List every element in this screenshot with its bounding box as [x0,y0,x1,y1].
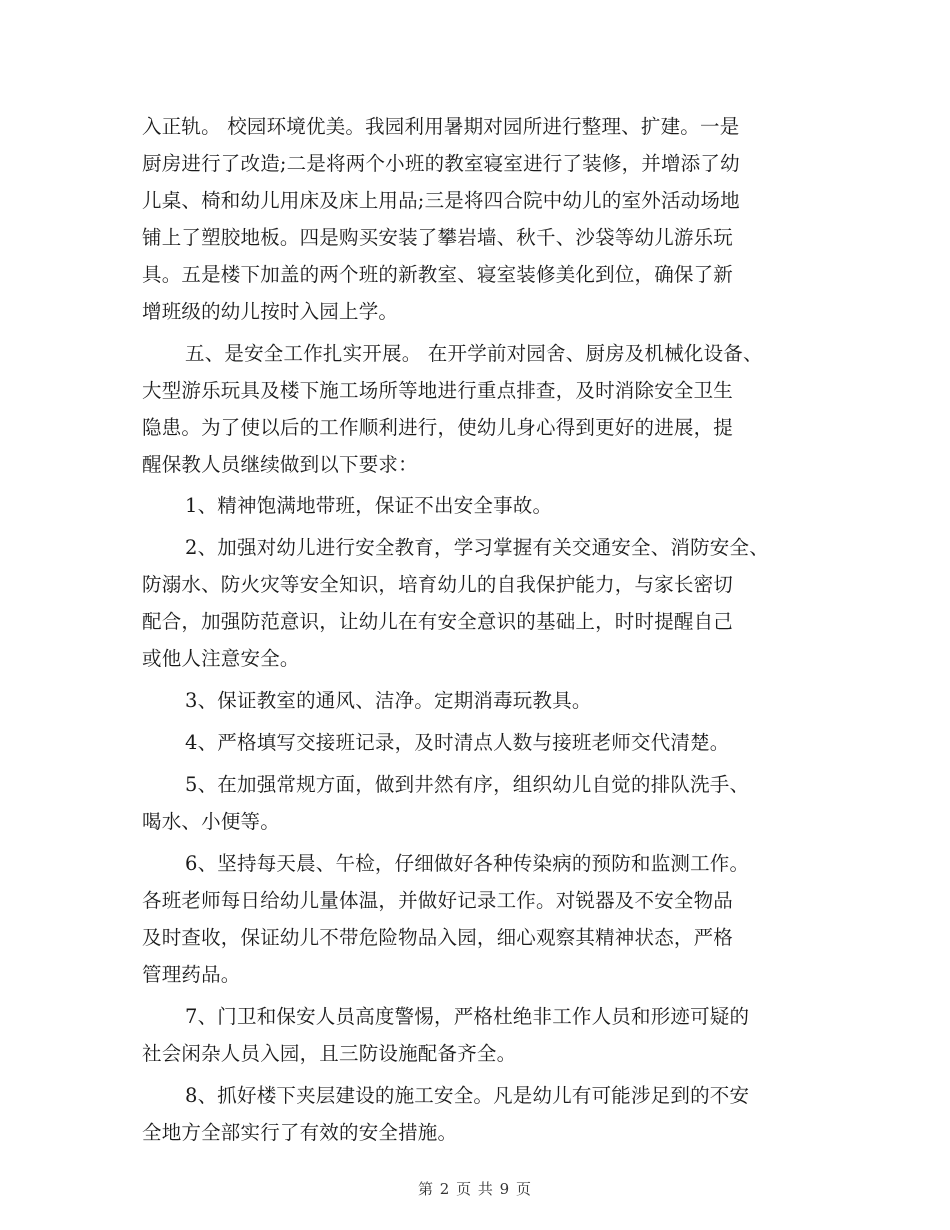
text-line: 隐患。为了使以后的工作顺利进行，使幼儿身心得到更好的进展，提 [142,416,734,439]
list-item-line: 7、门卫和保安人员高度警惕，严格杜绝非工作人员和形迹可疑的 [185,1005,750,1028]
list-item-line: 3、保证教室的通风、洁净。定期消毒玩教具。 [185,689,592,712]
list-item-line: 5、在加强常规方面，做到井然有序，组织幼儿自觉的排队洗手、 [185,773,750,796]
list-item-line: 8、抓好楼下夹层建设的施工安全。凡是幼儿有可能涉足到的不安 [185,1084,750,1107]
text-line: 入正轨。 校园环境优美。我园利用暑期对园所进行整理、扩建。一是 [142,115,740,138]
text-line: 配合，加强防范意识，让幼儿在有安全意识的基础上，时时提醒自己 [142,610,734,633]
text-line: 铺上了塑胶地板。四是购买安装了攀岩墙、秋千、沙袋等幼儿游乐玩 [142,226,734,249]
list-item-line: 6、坚持每天晨、午检，仔细做好各种传染病的预防和监测工作。 [185,852,750,875]
text-line: 增班级的幼儿按时入园上学。 [142,300,399,323]
list-item-line: 4、严格填写交接班记录，及时清点人数与接班老师交代清楚。 [185,731,730,754]
text-line: 社会闲杂人员入园，且三防设施配备齐全。 [142,1042,517,1065]
text-line: 管理药品。 [142,963,241,986]
text-line: 及时查收，保证幼儿不带危险物品入园，细心观察其精神状态，严格 [142,926,734,949]
text-line: 醒保教人员继续做到以下要求： [142,453,418,476]
list-item-line: 1、精神饱满地带班，保证不出安全事故。 [185,494,553,517]
text-line: 大型游乐玩具及楼下施工场所等地进行重点排查，及时消除安全卫生 [142,379,734,402]
text-line: 具。五是楼下加盖的两个班的新教室、寝室装修美化到位，确保了新 [142,263,734,286]
text-line: 儿桌、椅和幼儿用床及床上用品;三是将四合院中幼儿的室外活动场地 [142,189,740,212]
list-item-line: 2、加强对幼儿进行安全教育，学习掌握有关交通安全、消防安全、 [185,536,769,559]
page-number-footer: 第 2 页 共 9 页 [418,1180,532,1198]
text-line: 各班老师每日给幼儿量体温，并做好记录工作。对锐器及不安全物品 [142,889,734,912]
text-line: 全地方全部实行了有效的安全措施。 [142,1121,458,1144]
text-line: 防溺水、防火灾等安全知识，培育幼儿的自我保护能力，与家长密切 [142,573,734,596]
text-line: 厨房进行了改造;二是将两个小班的教室寝室进行了装修，并增添了幼 [142,152,740,175]
text-line: 或他人注意安全。 [142,647,300,670]
paragraph-start-line: 五、是安全工作扎实开展。 在开学前对园舍、厨房及机械化设备、 [185,342,763,365]
text-line: 喝水、小便等。 [142,810,280,833]
